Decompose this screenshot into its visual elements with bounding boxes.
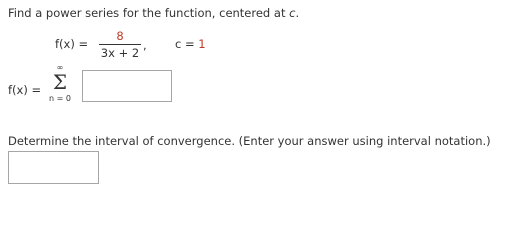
fraction-comma: , (143, 38, 147, 52)
center-text: c = (175, 37, 199, 51)
prompt-variable: c (289, 6, 296, 20)
function-fraction (99, 30, 141, 60)
series-function-label: f(x) = (8, 83, 42, 97)
sum-upper-limit: ∞ (56, 63, 64, 72)
interval-answer-input[interactable] (8, 151, 99, 184)
center-value: 1 (198, 37, 206, 51)
function-label: f(x) = (55, 37, 89, 51)
center-label (175, 37, 206, 51)
interval-prompt: Determine the interval of convergence. (Enter your answer using interval notation.) (8, 134, 491, 148)
problem-prompt (8, 6, 299, 20)
fraction-numerator: 8 (116, 29, 124, 43)
fraction-denominator: 3x + 2 (100, 46, 140, 60)
prompt-text: Find a power series for the function, centered at (8, 6, 290, 20)
sum-lower-limit: n = 0 (49, 94, 71, 103)
fraction-bar (99, 44, 141, 45)
sigma-symbol: Σ (52, 70, 68, 94)
summation (50, 64, 70, 103)
series-answer-input[interactable] (82, 70, 172, 102)
prompt-end: . (295, 6, 300, 20)
